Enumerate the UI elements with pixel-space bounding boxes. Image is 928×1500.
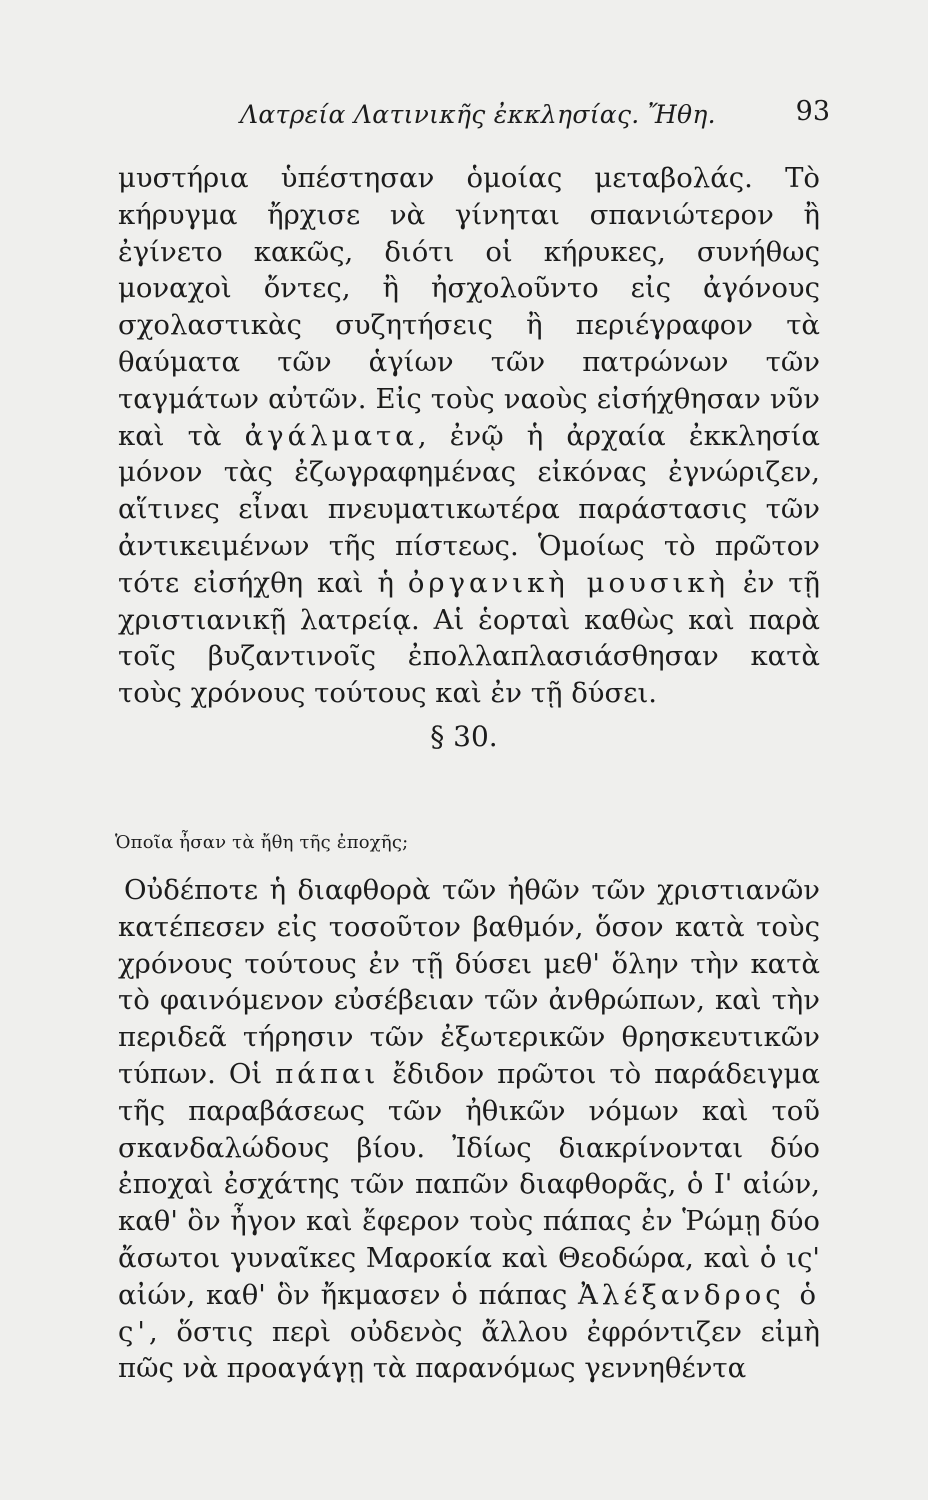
running-head bbox=[130, 96, 830, 140]
paragraph-1-emphasis-a: ἀγάλματα bbox=[244, 419, 418, 452]
paragraph-1-text-a: μυστήρια ὑπέστησαν ὁμοίας μεταβολάς. Τὸ κήρυγμα ἤρχισε νὰ γίνηται σπανιώτερον ἢ ἐγίνετο κακῶς, διότι οἱ κήρυκες, συνήθως μοναχοὶ ὄντες, ἢ ἠσχολοῦντο εἰς ἀγόνους σχολαστικὰς συζητήσεις ἢ περιέγραφον τὰ θαύματα τῶν ἁγίων τῶν πατρώνων τῶν ταγμάτων αὐτῶν. Εἰς τοὺς ναοὺς εἰσήχθησαν νῦν καὶ τὰ bbox=[118, 162, 820, 452]
paragraph-2-text-c: , ὅστις περὶ οὐδενὸς ἄλλου ἐφρόντιζεν εἰμὴ πῶς νὰ προαγάγῃ τὰ παρανόμως γεννηθέντα bbox=[118, 1315, 820, 1385]
running-title: Λατρεία Λατινικῆς ἐκκλησίας. Ἤθη. bbox=[240, 100, 716, 129]
paragraph-1 bbox=[118, 160, 820, 712]
section-heading: § 30. bbox=[430, 720, 498, 753]
paragraph-2-text-b: ἔδιδον πρῶτοι τὸ παράδειγμα τῆς παραβάσεως τῶν ἠθικῶν νόμων καὶ τοῦ σκανδαλώδους βίου. Ἰδίως διακρίνονται δύο ἐποχαὶ ἐσχάτης τῶν παπῶν διαφθορᾶς, ὁ Ι' αἰών, καθ' ὃν ἦγον καὶ ἔφερον τοὺς πάπας ἐν Ῥώμῃ δύο ἄσωτοι γυναῖκες Μαροκία καὶ Θεοδώρα, καὶ ὁ ις' αἰών, καθ' ὃν ἤκμασεν ὁ πάπας bbox=[118, 1057, 820, 1311]
page-number: 93 bbox=[795, 96, 830, 127]
paragraph-1-emphasis-b: ὀργανικὴ μουσικὴ bbox=[407, 566, 730, 599]
paragraph-2-text-a: Οὐδέποτε ἡ διαφθορὰ τῶν ἠθῶν τῶν χριστιανῶν κατέπεσεν εἰς τοσοῦτον βαθμόν, ὅσον κατὰ τοὺς χρόνους τούτους ἐν τῇ δύσει μεθ' ὅλην τὴν κατὰ τὸ φαινόμενον εὐσέβειαν τῶν ἀνθρώπων, καὶ τὴν περιδεᾶ τήρησιν τῶν ἐξωτερικῶν θρησκευτικῶν τύπων. Οἱ bbox=[118, 874, 820, 1090]
paragraph-1-text-c: ἐν τῇ χριστιανικῇ λατρείᾳ. Αἱ ἑορταὶ καθὼς καὶ παρὰ τοῖς βυζαντινοῖς ἐπολλαπλασιάσθησαν κατὰ τοὺς χρόνους τούτους καὶ ἐν τῇ δύσει. bbox=[118, 566, 820, 710]
paragraph-1-text-b: , ἐνῷ ἡ ἀρχαία ἐκκλησία μόνον τὰς ἐζωγραφημένας εἰκόνας ἐγνώριζεν, αἵτινες εἶναι πνευματικωτέρα παράστασις τῶν ἀντικειμένων τῆς πίστεως. Ὁμοίως τὸ πρῶτον τότε εἰσήχθη καὶ ἡ bbox=[118, 419, 820, 599]
section-question: Ὁποῖα ἦσαν τὰ ἤθη τῆς ἐποχῆς; bbox=[115, 832, 409, 853]
paragraph-2-emphasis-b: Ἀλέξανδρος ὁ ς' bbox=[118, 1278, 820, 1348]
paragraph-2-emphasis-a: πάπαι bbox=[275, 1057, 380, 1090]
paragraph-2 bbox=[118, 872, 820, 1387]
